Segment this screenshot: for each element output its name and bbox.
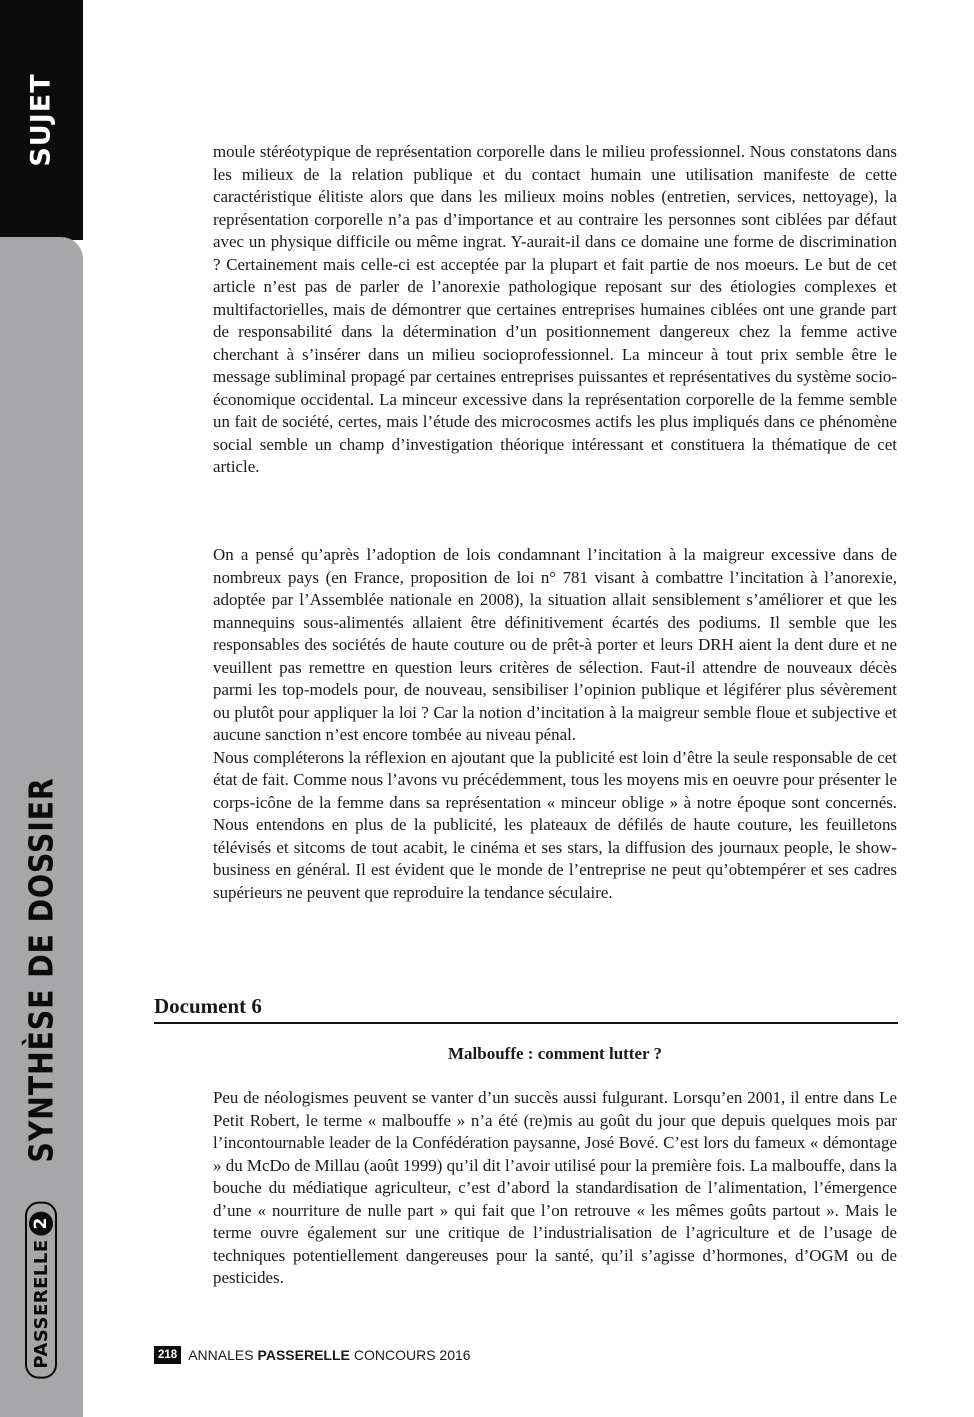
sidebar — [0, 0, 83, 1417]
document-heading: Document 6 — [154, 994, 898, 1024]
footer-text-concours: CONCOURS 2016 — [353, 1347, 471, 1363]
paragraph-text: Nous compléterons la réflexion en ajoutant que la publicité est loin d’être la seule responsable de cet état de fait. Comme nous l’avons vu précédemment, tous les moyens mis en oeuvre pour présenter le corps-icône de la femme dans sa représentation « minceur oblige » à notre époque sont concernés. Nous entendons en plus de la publicité, les plateaux de défilés de haute couture, les feuilletons télévisés et sitcoms de tout acabit, le cinéma et ses stars, la diffusion des journaux people, le show-business en général. Il est évident que le monde de l’entreprise ne peut qu’obtempérer et ses cadres supérieurs ne peuvent que reproduire la tendance séculaire. — [213, 747, 897, 902]
article-paragraph-2 — [213, 544, 897, 904]
logo-text: PASSERELLE — [30, 1239, 52, 1369]
page-number: 218 — [154, 1346, 181, 1364]
footer-text-annales: ANNALES — [188, 1347, 254, 1363]
passerelle-logo — [25, 1201, 57, 1378]
logo-box — [25, 1201, 57, 1378]
page-footer — [154, 1346, 471, 1364]
document6-paragraph-1 — [213, 1087, 897, 1290]
footer-text-passerelle: PASSERELLE — [257, 1347, 350, 1363]
article-paragraph-1 — [213, 141, 897, 479]
logo-number: 2 — [29, 1211, 53, 1235]
paragraph-text: moule stéréotypique de représentation corporelle dans le milieu professionnel. Nous constatons dans les milieux de la relation publique et du contact humain une utilisation manifeste de cette caractéristique élitiste alors que dans les milieux moins nobles (entretien, services, nettoyage), la représentation corporelle n’a pas d’importance et au contraire les personnes sont ciblées par défaut avec un physique difficile ou même ingrat. Y-aurait-il dans ce domaine une forme de discrimination ? Certainement mais celle-ci est acceptée par la plupart et fait partie de nos moeurs. Le but de cet article n’est pas de parler de l’anorexie pathologique reposant sur des étiologies complexes et multifactorielles, mais de démontrer que certaines entreprises humaines ciblées ont une grande part de responsabilité dans la détermination d’un positionnement dangereux chez la femme active cherchant à s’insérer dans un milieu socioprofessionnel. La minceur à tout prix semble être le message subliminal propagé par certaines entreprises puissantes et représentatives du système socio-économique occidental. La minceur excessive dans la représentation corporelle de la femme semble un fait de société, certes, mais l’étude des microcosmes actifs les plus impliqués dans ce phénomène social semble un champ d’investigation théorique intéressant et constituera la thématique de cet article. — [213, 142, 897, 476]
section-title: SYNTHÈSE DE DOSSIER — [21, 777, 61, 1163]
paragraph-text: Peu de néologismes peuvent se vanter d’un succès aussi fulgurant. Lorsqu’en 2001, il entre dans Le Petit Robert, le terme « malbouffe » n’a été (re)mis au goût du jour que depuis quelques mois par l’incontournable leader de la Confédération paysanne, José Bové. C’est lors du fameux « démontage » du McDo de Millau (août 1999) qu’il dit l’avoir utilisé pour la première fois. La malbouffe, dans la bouche du médiatique agriculteur, c’est d’abord la standardisation de l’alimentation, l’émergence d’une « nourriture de nulle part » qui fait que l’on retrouve « les mêmes goûts partout ». Mais le terme ouvre également sur une critique de l’industrialisation de l’agriculture et de l’usage de techniques potentiellement dangereuses pour la santé, qu’il s’agisse d’hormones, d’OGM ou de pesticides. — [213, 1088, 897, 1287]
section-label: SUJET — [25, 73, 57, 167]
paragraph-text: On a pensé qu’après l’adoption de lois condamnant l’incitation à la maigreur excessive dans de nombreux pays (en France, proposition de loi n° 781 visant à combattre l’incitation à l’anorexie, adoptée par l’Assemblée nationale en 2008), la situation allait sensiblement s’améliorer et que les mannequins sous-alimentés allaient être définitivement écartés des podiums. Il semble que les responsables des sociétés de haute couture ou de prêt-à porter et leurs DRH aient la dent dure et ne veuillent pas remettre en question leurs critères de sélection. Faut-il attendre de nouveaux décès parmi les top-models pour, de nouveau, sensibiliser l’opinion publique et légiférer plus sévèrement ou plutôt pour appliquer la loi ? Car la notion d’incitation à la maigreur semble floue et subjective et aucune sanction n’est encore tombée au niveau pénal. — [213, 545, 897, 744]
document-title: Malbouffe : comment lutter ? — [447, 1044, 663, 1063]
